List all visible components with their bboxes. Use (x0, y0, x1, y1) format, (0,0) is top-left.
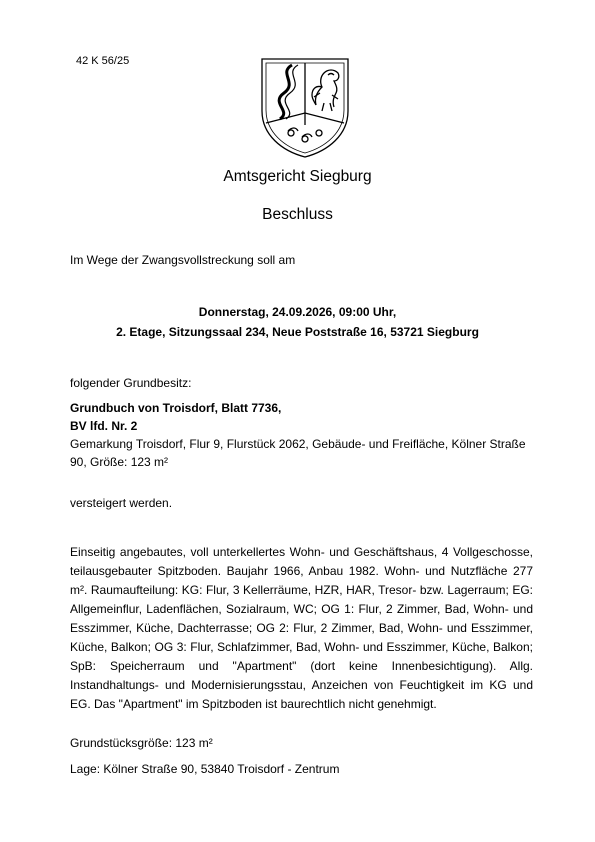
inventory-number: BV lfd. Nr. 2 (70, 419, 138, 433)
coat-of-arms-icon (258, 53, 352, 159)
property-intro: folgender Grundbesitz: (70, 376, 192, 390)
property-description: Einseitig angebautes, voll unterkellertes Wohn- und Geschäftshaus, 4 Vollgeschosse, teilausgebauter Spitzboden. Baujahr 1966, Anbau 1982. Wohn- und Nutzfläche 277 m². Raumaufteilung: KG: Flur, 3 Kellerräume, HZR, HAR, Tresor- bzw. Lagerraum; EG: Allgemeinflur, Ladenflächen, Sozialraum, WC; OG 1: Flur, 2 Zimmer, Bad, Wohn- und Esszimmer, Küche, Dachterrasse; OG 2: Flur, 2 Zimmer, Bad, Wohn- und Esszimmer, Küche, Balkon; OG 3: Flur, Schlafzimmer, Bad, Wohn- und Esszimmer, Küche, Balkon; SpB: Speicherraum und "Apartment" (dort keine Innenbesichtigung). Allg. Instandhaltungs- und Modernisierungsstau, Anzeichen von Feuchtigkeit im KG und EG. Das "Apartment" im Spitzboden ist baurechtlich nicht genehmigt. (70, 545, 533, 711)
auction-date-block (0, 302, 595, 342)
auction-location: 2. Etage, Sitzungssaal 234, Neue Poststraße 16, 53721 Siegburg (116, 325, 479, 339)
auction-statement: versteigert werden. (70, 496, 173, 510)
land-register-entry: Grundbuch von Troisdorf, Blatt 7736, (70, 401, 282, 415)
parcel-description: Gemarkung Troisdorf, Flur 9, Flurstück 2062, Gebäude- und Freifläche, Kölner Straße 90, Größe: 123 m² (70, 437, 526, 469)
document-title: Beschluss (262, 206, 333, 223)
property-location: Lage: Kölner Straße 90, 53840 Troisdorf - Zentrum (70, 762, 340, 776)
land-register-block (70, 399, 532, 471)
intro-text: Im Wege der Zwangsvollstreckung soll am (70, 253, 296, 267)
plot-size: Grundstücksgröße: 123 m² (70, 736, 213, 750)
file-number: 42 K 56/25 (76, 55, 130, 67)
auction-date: Donnerstag, 24.09.2026, 09:00 Uhr, (198, 305, 397, 319)
court-name: Amtsgericht Siegburg (223, 168, 372, 185)
